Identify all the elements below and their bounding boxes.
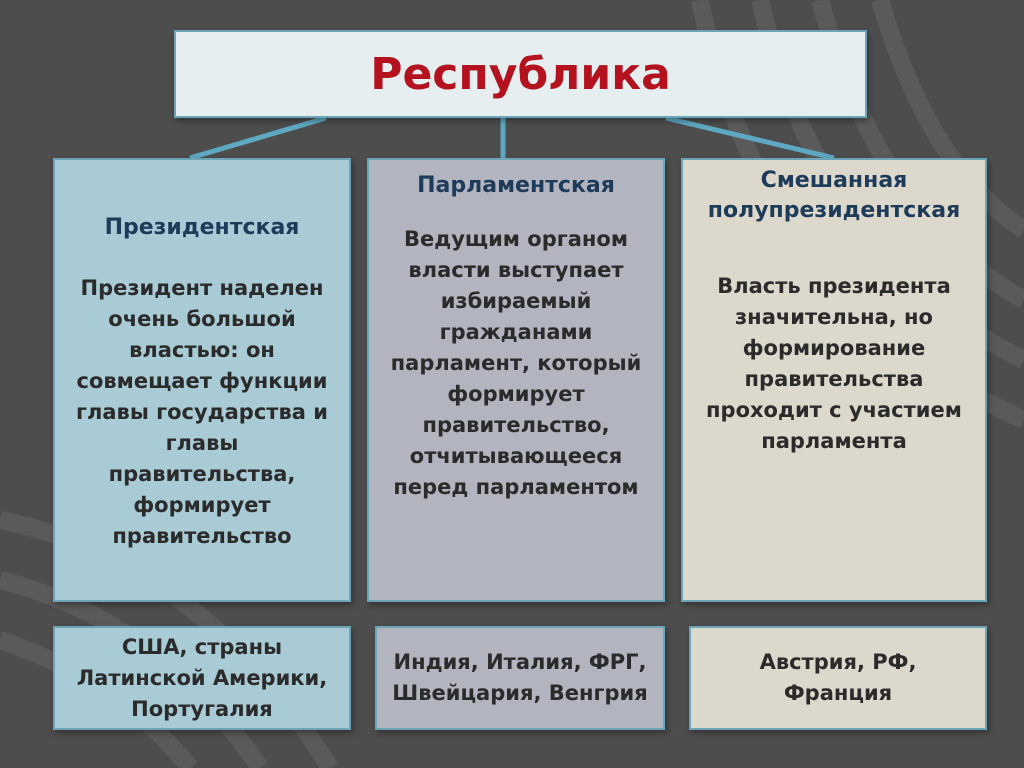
presidential-examples-box bbox=[53, 626, 351, 730]
presidential-description: Президент наделен очень большой властью: он совмещает функции главы государства и главы правительства, формирует правительство bbox=[76, 276, 328, 548]
presidential-examples: США, страны Латинской Америки, Португалия bbox=[76, 634, 328, 721]
diagram-title: Республика bbox=[370, 48, 671, 100]
parliamentary-heading: Парламентская bbox=[417, 173, 615, 198]
mixed-examples: Австрия, РФ, Франция bbox=[759, 650, 917, 705]
mixed-examples-box bbox=[689, 626, 987, 730]
title-box bbox=[174, 30, 867, 118]
mixed-republic-box bbox=[681, 158, 987, 602]
presidential-heading: Президентская bbox=[104, 215, 300, 240]
presidential-republic-box bbox=[53, 158, 351, 602]
connector-right bbox=[666, 118, 834, 158]
parliamentary-examples-box bbox=[375, 626, 665, 730]
parliamentary-republic-box bbox=[367, 158, 665, 602]
parliamentary-examples: Индия, Италия, ФРГ, Швейцария, Венгрия bbox=[392, 650, 648, 705]
mixed-description: Власть президента значительна, но формирование правительства проходит с участием парламента bbox=[706, 274, 962, 453]
connector-left bbox=[190, 118, 326, 158]
mixed-heading: Смешанная полупрезидентская bbox=[707, 168, 961, 223]
parliamentary-description: Ведущим органом власти выступает избираемый гражданами парламент, который формирует правительство, отчитывающееся перед парламентом bbox=[390, 227, 642, 499]
